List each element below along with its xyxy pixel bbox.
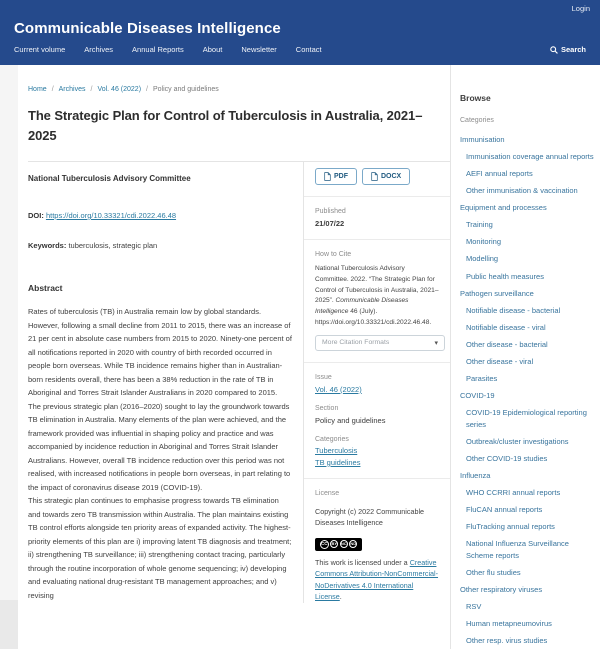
sidebar-category-link[interactable]: Other immunisation & vaccination [466, 186, 578, 196]
sidebar-category-link[interactable]: Outbreak/cluster investigations [466, 436, 569, 446]
login-link[interactable]: Login [571, 4, 590, 13]
main-column [18, 65, 450, 649]
sidebar-category-link[interactable]: Training [466, 220, 493, 230]
license-prefix: This work is licensed under a [315, 557, 410, 567]
docx-button-label: DOCX [381, 173, 402, 180]
citation-doi: https://doi.org/10.33321/cdi.2022.46.48. [315, 318, 432, 326]
meta-divider [304, 478, 451, 479]
sidebar-category-link[interactable]: Other COVID-19 studies [466, 453, 548, 463]
sidebar-category-link[interactable]: WHO CCRRI annual reports [466, 488, 561, 498]
issue-label: Issue [315, 373, 332, 381]
sidebar-category-link[interactable]: RSV [466, 602, 482, 612]
search-label: Search [560, 45, 586, 54]
site-title[interactable]: Communicable Diseases Intelligence [14, 20, 281, 37]
published-label: Published [315, 208, 346, 215]
abstract-paragraph: The previous strategic plan (2016–2020) sought to lay the groundwork towards TB elimination in Australia. Many elements of the plan were achieved, and the framework provided was influential in shaping policy and practice and was accompanied by incidence reduction in Aboriginal and Torres Strait Islander Australians. However, overall TB incidence reduction over this period was not realised, with increased notifications in people born overseas, in part relating to the impact of coronavirus disease 2019 (COVID-19). [28, 401, 291, 492]
keywords-line [28, 241, 293, 250]
search-icon [550, 46, 558, 54]
doi-line [28, 211, 293, 220]
sidebar-category-link[interactable]: FluCAN annual reports [466, 505, 543, 515]
sidebar-category-link[interactable]: Other resp. virus studies [466, 636, 548, 646]
keywords-label: Keywords: [28, 241, 67, 250]
site-header [0, 0, 600, 65]
citation-issue: 46 (July). [348, 308, 378, 316]
caret-down-icon: ▾ [434, 339, 438, 347]
categories-label: Categories [315, 435, 349, 443]
sidebar-category-link[interactable]: Notifiable disease - bacterial [466, 305, 561, 315]
copyright-text: Copyright (c) 2022 Communicable Diseases Intelligence [315, 506, 425, 528]
browse-title: Browse [460, 93, 491, 103]
citation-journal: Communicable Diseases Intelligence [315, 297, 409, 316]
nav-current-volume[interactable]: Current volume [14, 45, 66, 54]
pdf-button-label: PDF [334, 173, 348, 180]
category-link-tuberculosis[interactable]: Tuberculosis [315, 445, 358, 455]
cc-by-icon: BY [331, 541, 338, 547]
sidebar-category-link[interactable]: Immunisation [460, 134, 505, 144]
sidebar-category-link[interactable]: Parasites [466, 374, 498, 384]
breadcrumb-current: Policy and guidelines [152, 86, 219, 93]
issue-link[interactable]: Vol. 46 (2022) [315, 384, 362, 394]
sidebar-category-link[interactable]: Pathogen surveillance [460, 288, 534, 298]
document-icon [324, 172, 331, 181]
breadcrumb-separator: / [90, 86, 93, 93]
sidebar-category-link[interactable]: Other respiratory viruses [460, 585, 543, 595]
section-value: Policy and guidelines [315, 415, 386, 425]
cc-nc-icon: NC [340, 541, 347, 547]
citation-body: National Tuberculosis Advisory Committee. 2022. “The Strategic Plan for Control of Tuberculosis in Australia, 2021–2025”. [315, 265, 439, 305]
license-label: License [315, 489, 340, 497]
document-icon [371, 172, 378, 181]
sidebar-category-link[interactable]: Modelling [466, 254, 499, 264]
sidebar-category-link[interactable]: Immunisation coverage annual reports [466, 151, 594, 161]
sidebar-category-link[interactable]: Other disease - viral [466, 357, 534, 367]
license-suffix: . [339, 592, 342, 602]
category-link-tb-guidelines[interactable]: TB guidelines [315, 457, 361, 467]
nav-contact[interactable]: Contact [295, 45, 322, 54]
nav-annual-reports[interactable]: Annual Reports [132, 45, 184, 54]
abstract-heading: Abstract [28, 283, 63, 293]
section-label: Section [315, 404, 339, 412]
sidebar-category-list [460, 132, 594, 649]
breadcrumb [28, 65, 450, 93]
breadcrumb-archives[interactable]: Archives [58, 86, 86, 93]
license-statement [315, 557, 440, 603]
sidebar-category-link[interactable]: COVID-19 [460, 391, 495, 401]
doi-link[interactable]: https://doi.org/10.33321/cdi.2022.46.48 [45, 211, 177, 220]
citation-text [315, 264, 440, 329]
abstract-text [28, 305, 293, 602]
cc-nd-icon: ND [350, 541, 357, 547]
breadcrumb-separator: / [51, 86, 54, 93]
abstract-paragraph: This strategic plan continues to emphasise progress towards TB elimination and towards zero TB transmission within Australia. The plan maintains existing TB control efforts alongside ten priority areas of expanded activity. The highest-priority elements of this plan are i) improving latent TB diagnosis and treatment; ii) strengthening TB surveillance; iii) strengthening contact tracing, particularly through the routine incorporation of whole genome sequencing; iv) developing and evaluating national drug-resistant TB management approaches; and v) revising [28, 496, 292, 600]
browse-subtitle: Categories [460, 117, 494, 124]
search-button[interactable] [550, 45, 586, 54]
sidebar-category-link[interactable]: AEFI annual reports [466, 168, 533, 178]
published-date: 21/07/22 [315, 219, 345, 228]
main-nav [14, 45, 586, 54]
citation-format-dropdown[interactable] [315, 335, 445, 351]
breadcrumb-separator: / [146, 86, 148, 93]
pdf-button[interactable] [315, 168, 357, 185]
nav-newsletter[interactable]: Newsletter [241, 45, 277, 54]
cc-icon: CC [320, 540, 329, 549]
sidebar-category-link[interactable]: FluTracking annual reports [466, 522, 555, 532]
sidebar-category-link[interactable]: Monitoring [466, 237, 502, 247]
sidebar-category-link[interactable]: Public health measures [466, 271, 544, 281]
sidebar-category-link[interactable]: Influenza [460, 471, 491, 481]
breadcrumb-home[interactable]: Home [28, 86, 47, 93]
citation-format-dropdown-label: More Citation Formats [322, 339, 390, 347]
creative-commons-badge[interactable] [315, 538, 362, 551]
browse-sidebar [450, 65, 600, 649]
page-title: The Strategic Plan for Control of Tuberculosis in Australia, 2021–2025 [28, 108, 423, 143]
how-to-cite-label: How to Cite [315, 251, 352, 258]
doi-label: DOI: [28, 211, 44, 220]
article-meta [303, 162, 450, 603]
breadcrumb-volume[interactable]: Vol. 46 (2022) [97, 86, 142, 93]
sidebar-category-link[interactable]: Equipment and processes [460, 203, 547, 213]
meta-divider [304, 196, 451, 197]
sidebar-category-link[interactable]: Other disease - bacterial [466, 339, 548, 349]
docx-button[interactable] [362, 168, 410, 185]
keywords-value: tuberculosis, strategic plan [68, 241, 158, 250]
sidebar-category-link[interactable]: Notifiable disease - viral [466, 322, 546, 332]
sidebar-category-link[interactable]: Human metapneumovirus [466, 619, 552, 629]
article-body [28, 162, 303, 603]
abstract-paragraph: Rates of tuberculosis (TB) in Australia remain low by global standards. However, following a small decline from 2011 to 2015, there was an increase of 21 per cent in absolute case numbers from 2015 to 2020. Ninety-one percent of all notifications reported in 2020 with country of birth recorded occurred in people born overseas. While TB incidence remains higher than in Australian-born residents overall, there has been a 38% reduction in the rate of TB in Aboriginal and Torres Strait Islander Australians in 2020 compared to 2015. [28, 307, 292, 397]
meta-divider [304, 239, 451, 240]
nav-archives[interactable]: Archives [84, 45, 114, 54]
sidebar-category-link[interactable]: National Influenza Surveillance Scheme reports [466, 539, 569, 560]
license-link[interactable]: Creative Commons Attribution-NonCommercial-NoDerivatives 4.0 International License [315, 557, 439, 602]
sidebar-category-link[interactable]: COVID-19 Epidemiological reporting series [466, 408, 587, 429]
sidebar-category-link[interactable]: Other flu studies [466, 568, 521, 578]
author-name: National Tuberculosis Advisory Committee [28, 174, 191, 183]
meta-divider [304, 362, 451, 363]
nav-about[interactable]: About [202, 45, 223, 54]
content-area [18, 65, 600, 649]
